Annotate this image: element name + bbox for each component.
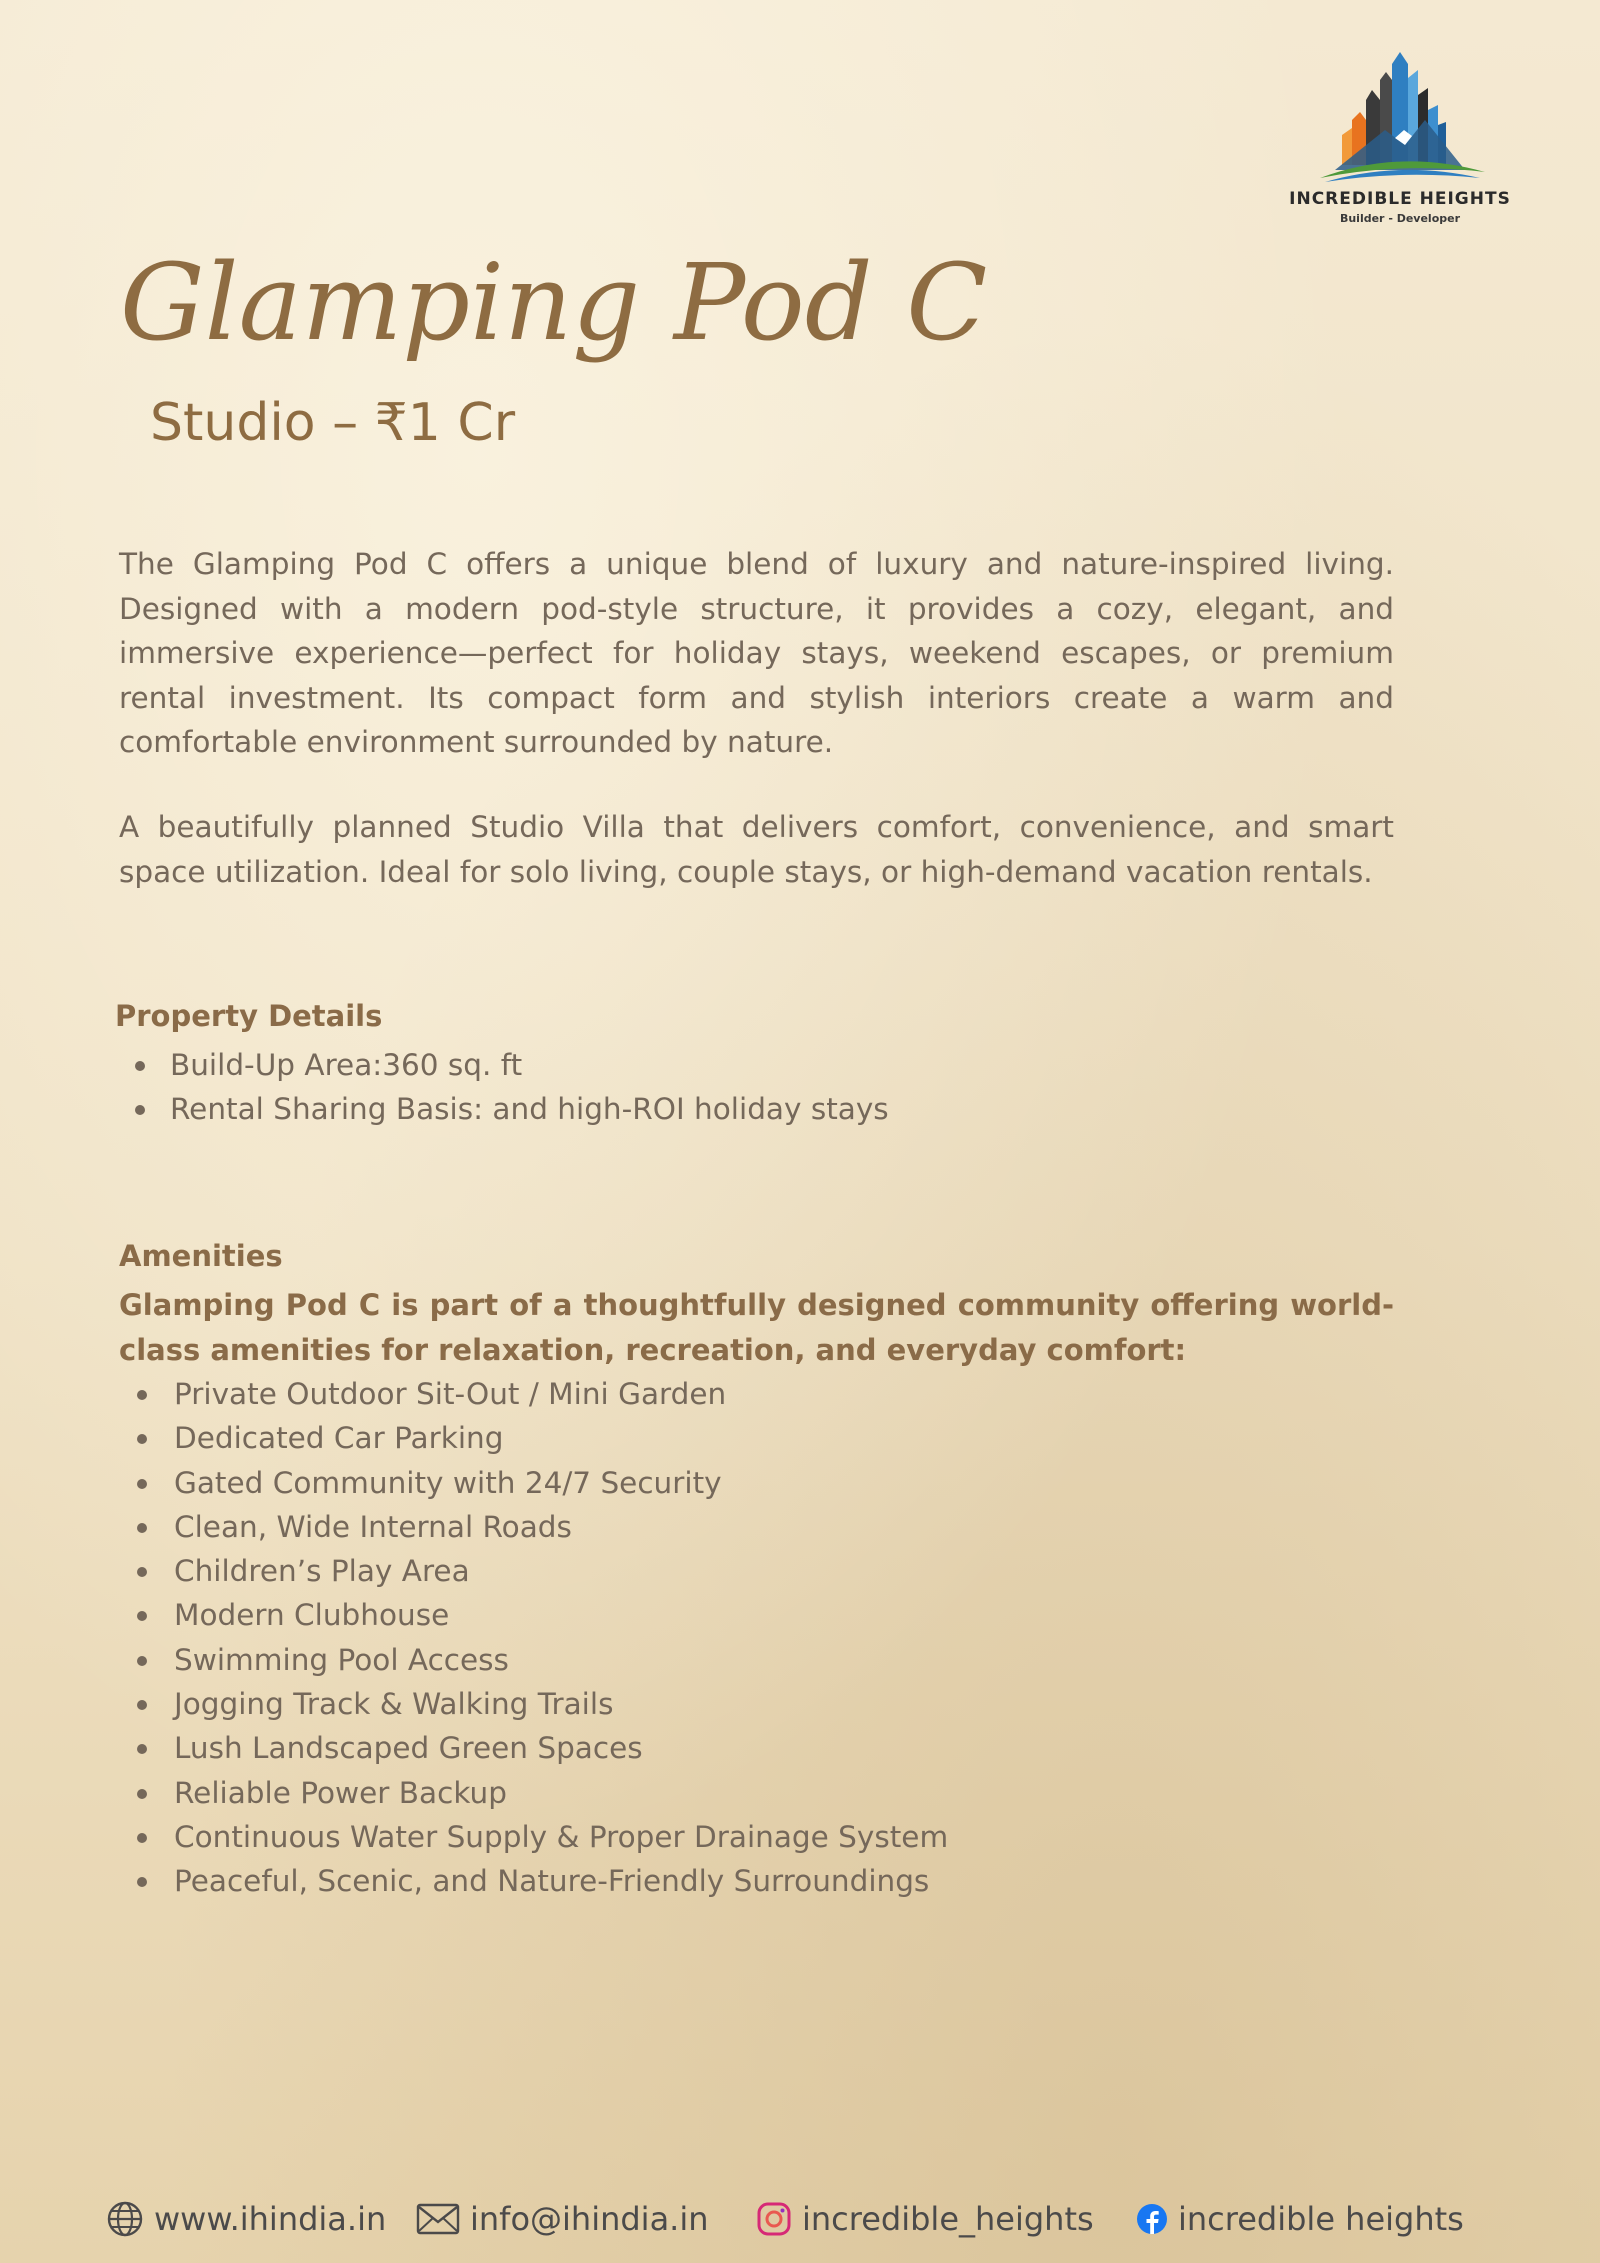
email-text: info@ihindia.in — [470, 2200, 709, 2238]
email-link[interactable] — [416, 2193, 709, 2245]
page-subtitle: Studio – ₹1 Cr — [150, 393, 516, 453]
list-item: Children’s Play Area — [174, 1549, 948, 1593]
description-paragraph-1: The Glamping Pod C offers a unique blend of luxury and nature-inspired living. Designed with a modern pod-style structure, it provides a cozy, elegant, and immersive experience—perfect for holiday stays, weekend escapes, or premium rental investment. Its compact form and stylish interiors create a warm and comfortable environment surrounded by nature. — [119, 547, 1394, 759]
description-paragraph-2: A beautifully planned Studio Villa that delivers comfort, convenience, and smart space utilization. Ideal for solo living, couple stays, or high-demand vacation rentals. — [119, 810, 1394, 889]
amenities-list — [174, 1372, 948, 1904]
property-details-heading: Property Details — [115, 999, 383, 1033]
mail-icon — [416, 2202, 460, 2236]
list-item: Jogging Track & Walking Trails — [174, 1682, 948, 1726]
facebook-link[interactable] — [1136, 2193, 1464, 2245]
facebook-icon — [1136, 2203, 1168, 2235]
globe-icon — [106, 2200, 144, 2238]
amenities-intro: Glamping Pod C is part of a thoughtfully designed community offering world-class amenities for relaxation, recreation, and everyday comfort: — [119, 1288, 1394, 1367]
buildings-logo-icon — [1300, 50, 1500, 185]
amenities-heading: Amenities — [119, 1239, 283, 1273]
contact-footer — [0, 2193, 1600, 2245]
list-item: Lush Landscaped Green Spaces — [174, 1726, 948, 1770]
list-item: Modern Clubhouse — [174, 1593, 948, 1637]
list-item: Clean, Wide Internal Roads — [174, 1505, 948, 1549]
instagram-icon — [756, 2201, 792, 2237]
list-item: Private Outdoor Sit-Out / Mini Garden — [174, 1372, 948, 1416]
list-item: Gated Community with 24/7 Security — [174, 1461, 948, 1505]
list-item: Dedicated Car Parking — [174, 1416, 948, 1460]
list-item: Peaceful, Scenic, and Nature-Friendly Surroundings — [174, 1859, 948, 1903]
website-text: www.ihindia.in — [154, 2200, 387, 2238]
brand-name: INCREDIBLE HEIGHTS — [1289, 189, 1511, 209]
list-item: Rental Sharing Basis: and high-ROI holiday stays — [170, 1087, 889, 1131]
list-item: Reliable Power Backup — [174, 1771, 948, 1815]
list-item: Swimming Pool Access — [174, 1638, 948, 1682]
list-item: Build-Up Area:360 sq. ft — [170, 1043, 889, 1087]
list-item: Continuous Water Supply & Proper Drainage System — [174, 1815, 948, 1859]
page-title: Glamping Pod C — [120, 241, 988, 364]
property-details-list — [170, 1043, 889, 1132]
instagram-text: incredible_heights — [802, 2200, 1094, 2238]
facebook-text: incredible heights — [1178, 2200, 1464, 2238]
brand-logo — [1270, 50, 1530, 245]
instagram-link[interactable] — [756, 2193, 1094, 2245]
website-link[interactable] — [106, 2193, 386, 2245]
brand-tagline: Builder - Developer — [1339, 212, 1461, 225]
